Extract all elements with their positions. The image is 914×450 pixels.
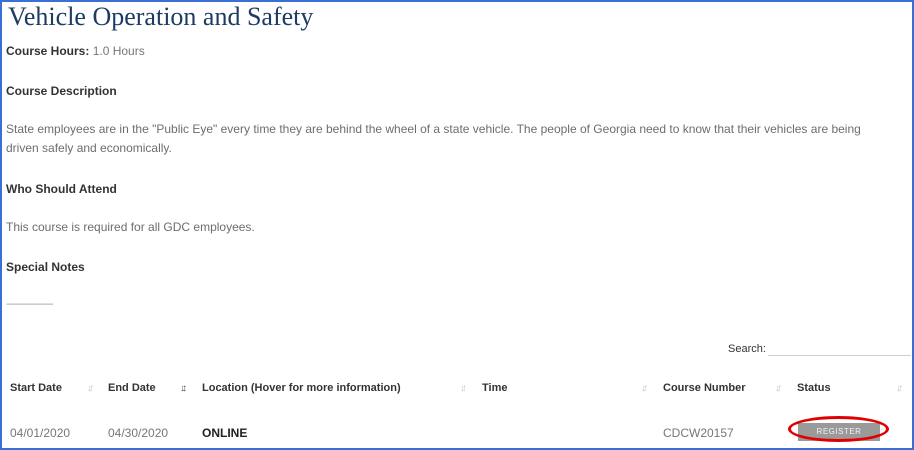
- description-heading: Course Description: [6, 84, 117, 98]
- search-input[interactable]: [768, 341, 911, 356]
- attend-heading: Who Should Attend: [6, 182, 117, 196]
- notes-heading: Special Notes: [6, 260, 85, 274]
- page-title: Vehicle Operation and Safety: [8, 2, 314, 31]
- notes-text: --------------------: [6, 299, 53, 310]
- cell-end-date: 04/30/2020: [108, 426, 169, 440]
- sort-both-icon[interactable]: ↓↑: [460, 383, 464, 394]
- cell-location[interactable]: ONLINE: [202, 426, 248, 440]
- column-header-time[interactable]: Time: [482, 382, 508, 394]
- sort-both-icon[interactable]: ↓↑: [641, 383, 645, 394]
- column-header-course-number[interactable]: Course Number: [663, 382, 746, 394]
- sort-both-icon[interactable]: ↓↑: [896, 383, 900, 394]
- course-hours-label: Course Hours:: [6, 44, 90, 58]
- register-button[interactable]: REGISTER: [798, 423, 880, 441]
- column-header-location[interactable]: Location (Hover for more information): [202, 382, 401, 394]
- course-hours: [6, 44, 145, 58]
- column-header-end-date[interactable]: End Date: [108, 382, 156, 394]
- sort-both-icon[interactable]: ↓↑: [87, 383, 91, 394]
- attend-text: This course is required for all GDC employees.: [6, 220, 255, 234]
- sort-both-icon[interactable]: ↓↑: [775, 383, 779, 394]
- search-label: Search:: [728, 343, 766, 355]
- course-hours-value: 1.0 Hours: [92, 44, 145, 58]
- description-text: State employees are in the "Public Eye" every time they are behind the wheel of a state vehicle. The people of Georgia need to know that their vehicles are being driven safely and economically.: [6, 122, 861, 155]
- sort-descending-icon[interactable]: ↓↕: [180, 383, 184, 394]
- cell-start-date: 04/01/2020: [10, 426, 71, 440]
- column-header-start-date[interactable]: Start Date: [10, 382, 62, 394]
- cell-course-number: CDCW20157: [663, 426, 734, 440]
- column-header-status[interactable]: Status: [797, 382, 831, 394]
